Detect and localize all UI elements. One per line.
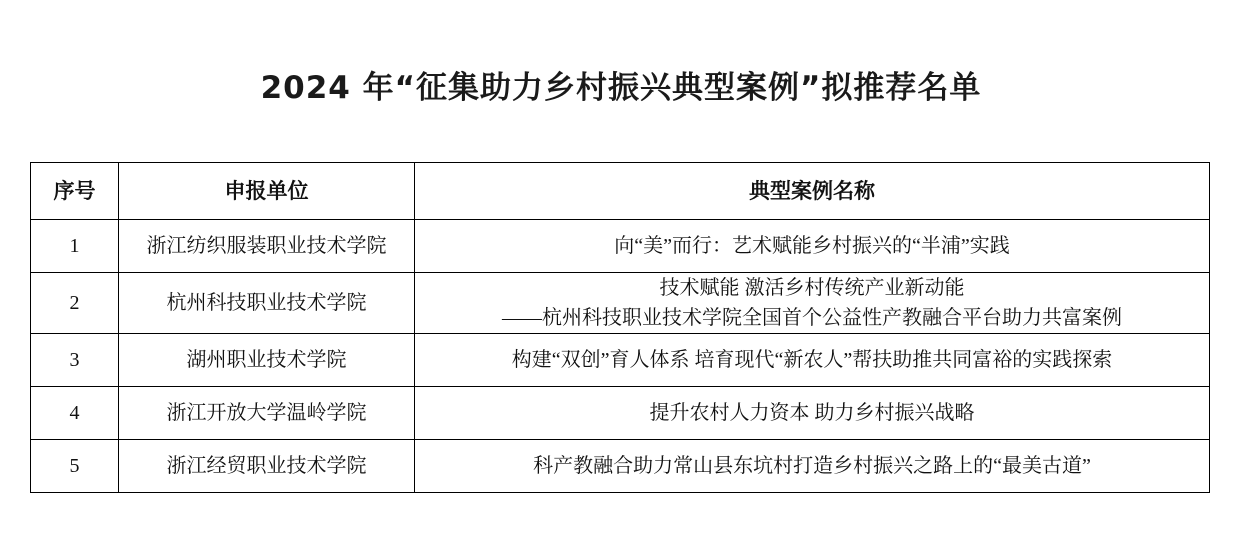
cell-no: 1 [31, 220, 119, 273]
case-line: 科产教融合助力常山县东坑村打造乡村振兴之路上的“最美古道” [533, 455, 1091, 478]
cell-no: 5 [31, 440, 119, 493]
table-row [31, 273, 1210, 334]
table-header-row [31, 163, 1210, 220]
cell-case [415, 387, 1210, 440]
cell-unit: 浙江经贸职业技术学院 [119, 440, 415, 493]
cell-no: 3 [31, 334, 119, 387]
cell-unit: 浙江开放大学温岭学院 [119, 387, 415, 440]
case-line: ——杭州科技职业技术学院全国首个公益性产教融合平台助力共富案例 [502, 307, 1122, 330]
table-row [31, 387, 1210, 440]
case-line: 向“美”而行：艺术赋能乡村振兴的“半浦”实践 [614, 235, 1010, 258]
cell-unit: 杭州科技职业技术学院 [119, 273, 415, 334]
case-line: 构建“双创”育人体系 培育现代“新农人”帮扶助推共同富裕的实践探索 [511, 349, 1113, 372]
cell-case [415, 440, 1210, 493]
cell-no: 4 [31, 387, 119, 440]
cell-case [415, 273, 1210, 334]
cell-case [415, 220, 1210, 273]
cell-unit: 湖州职业技术学院 [119, 334, 415, 387]
cell-unit: 浙江纺织服装职业技术学院 [119, 220, 415, 273]
column-header-unit: 申报单位 [119, 163, 415, 220]
recommendation-table [30, 162, 1210, 493]
column-header-no: 序号 [31, 163, 119, 220]
table-row [31, 334, 1210, 387]
table-row [31, 220, 1210, 273]
table-container [30, 162, 1212, 493]
page-title: 2024 年“征集助力乡村振兴典型案例”拟推荐名单 [260, 70, 982, 106]
case-line: 提升农村人力资本 助力乡村振兴战略 [649, 402, 975, 425]
table-row [31, 440, 1210, 493]
cell-case [415, 334, 1210, 387]
column-header-case: 典型案例名称 [415, 163, 1210, 220]
cell-no: 2 [31, 273, 119, 334]
case-line: 技术赋能 激活乡村传统产业新动能 [659, 277, 965, 300]
